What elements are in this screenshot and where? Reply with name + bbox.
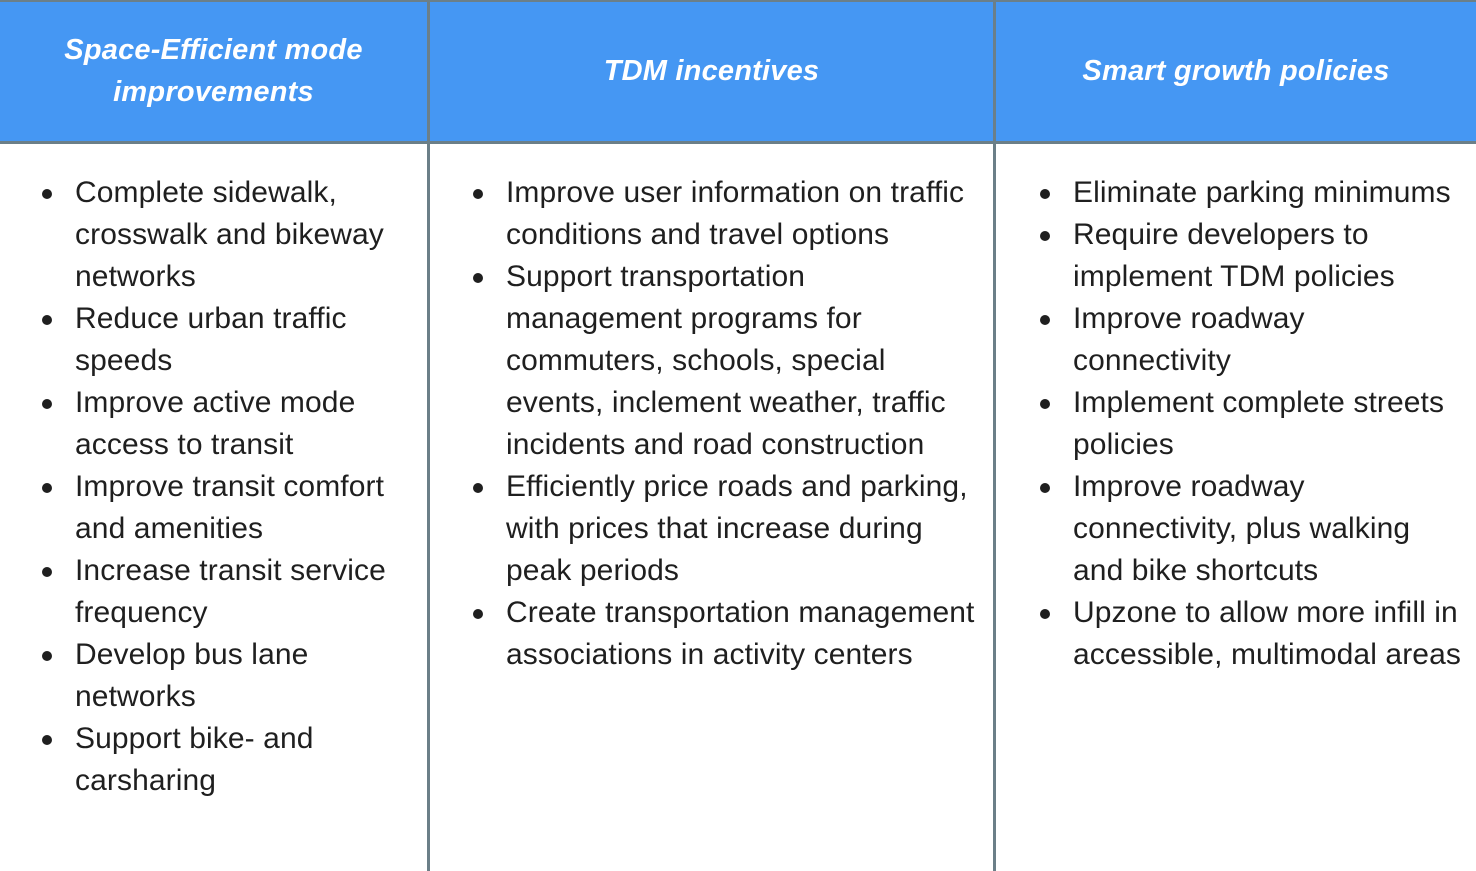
list-item (0, 298, 427, 382)
list-item-text: Improve active mode access to transit (75, 386, 356, 461)
column-header-text: TDM incentives (603, 55, 820, 87)
bullet-icon (1040, 483, 1050, 493)
list-item (996, 172, 1476, 214)
list-item (0, 172, 427, 298)
bullet-icon (42, 399, 52, 409)
column-header-text: Smart growth policies (1082, 55, 1390, 87)
list-item-text: Reduce urban traffic speeds (75, 302, 347, 377)
bullet-icon (1040, 231, 1050, 241)
bullet-icon (1040, 399, 1050, 409)
bullet-icon (42, 189, 52, 199)
list-item-text: Improve transit comfort and amenities (75, 470, 385, 545)
list-item (430, 592, 993, 676)
list-item (996, 592, 1476, 676)
list-item (996, 298, 1476, 382)
list-item (996, 382, 1476, 466)
list-item-text: Efficiently price roads and parking, with prices that increase during peak periods (506, 470, 968, 587)
column-header-text: Space-Efficient mode improvements (64, 34, 363, 108)
bullet-icon (42, 567, 52, 577)
list-item-text: Improve roadway connectivity, plus walking and bike shortcuts (1073, 470, 1411, 587)
list-item-text: Implement complete streets policies (1073, 386, 1445, 461)
list-item-text: Improve roadway connectivity (1073, 302, 1305, 377)
list-item (996, 214, 1476, 298)
list-item-text: Complete sidewalk, crosswalk and bikeway networks (75, 176, 384, 293)
list-item-text: Improve user information on traffic conditions and travel options (506, 176, 965, 251)
bullet-icon (42, 651, 52, 661)
bullet-icon (473, 483, 483, 493)
list-item (430, 466, 993, 592)
list-item-text: Upzone to allow more infill in accessible, multimodal areas (1073, 596, 1461, 671)
bullet-icon (42, 315, 52, 325)
header-divider (0, 141, 1476, 144)
column-header (430, 0, 993, 142)
bullet-icon (1040, 189, 1050, 199)
bullet-icon (473, 189, 483, 199)
list-item (0, 718, 427, 802)
list-item (0, 634, 427, 718)
bullet-icon (473, 609, 483, 619)
table-top-border (0, 0, 1476, 2)
column-header (996, 0, 1476, 142)
list-item-text: Support transportation management programs for commuters, schools, special events, inclement weather, traffic incidents and road construction (506, 260, 946, 461)
column-space-efficient (0, 0, 427, 871)
list-item-text: Support bike- and carsharing (75, 722, 314, 797)
bullet-icon (42, 483, 52, 493)
item-list (0, 172, 427, 802)
list-item-text: Increase transit service frequency (75, 554, 386, 629)
list-item-text: Create transportation management associations in activity centers (506, 596, 975, 671)
list-item (430, 172, 993, 256)
column-header (0, 0, 427, 142)
bullet-icon (1040, 315, 1050, 325)
list-item (430, 256, 993, 466)
list-item (0, 382, 427, 466)
column-smart-growth (996, 0, 1476, 871)
column-tdm-incentives (430, 0, 993, 871)
bullet-icon (473, 273, 483, 283)
item-list (996, 172, 1476, 676)
list-item (996, 466, 1476, 592)
column-divider (427, 0, 430, 871)
column-divider (993, 0, 996, 871)
list-item (0, 466, 427, 550)
list-item (0, 550, 427, 634)
item-list (430, 172, 993, 676)
list-item-text: Eliminate parking minimums (1073, 176, 1451, 209)
bullet-icon (42, 735, 52, 745)
list-item-text: Develop bus lane networks (75, 638, 309, 713)
list-item-text: Require developers to implement TDM policies (1073, 218, 1395, 293)
bullet-icon (1040, 609, 1050, 619)
